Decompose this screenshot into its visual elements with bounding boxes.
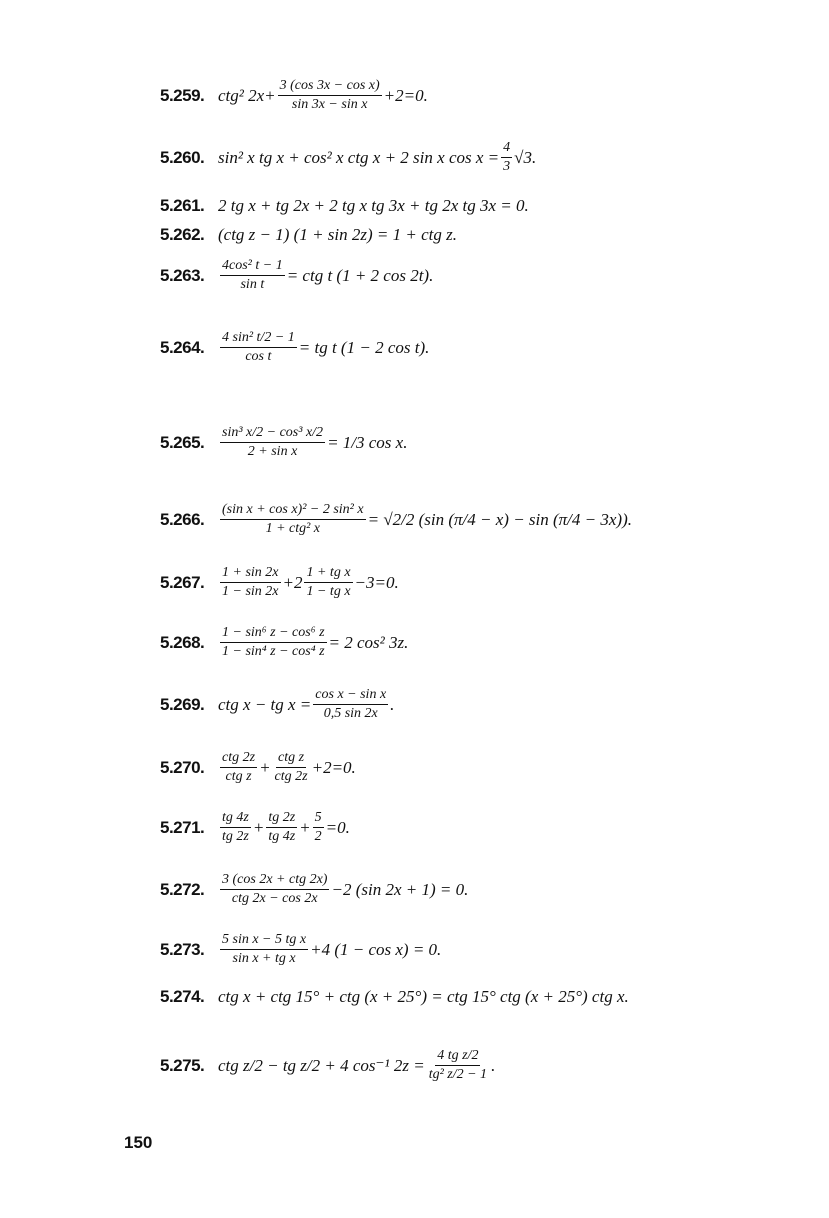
equation (218, 1048, 495, 1083)
operator: + (252, 817, 265, 837)
lhs: ctg x − tg x = (218, 694, 312, 714)
lhs: ctg² 2x+ (218, 85, 276, 105)
numerator: 1 − sin⁶ z − cos⁶ z (220, 625, 327, 643)
fraction (304, 565, 352, 600)
denominator: 1 − sin⁴ z − cos⁴ z (222, 644, 325, 660)
rhs: −3=0. (354, 572, 399, 592)
denominator: 1 + ctg² x (265, 521, 321, 537)
numerator: tg 2z (266, 810, 297, 828)
problem-5-270 (160, 750, 356, 785)
equation (218, 425, 407, 460)
page-number: 150 (124, 1133, 153, 1152)
problem-5-259 (160, 78, 428, 113)
numerator: 5 (313, 810, 324, 828)
numerator: tg 4z (220, 810, 251, 828)
fraction (220, 425, 325, 460)
numerator: sin³ x/2 − cos³ x/2 (220, 425, 325, 443)
equation (218, 502, 632, 537)
fraction (313, 687, 388, 722)
fraction (501, 140, 512, 175)
equation (218, 750, 356, 785)
fraction (220, 565, 281, 600)
numerator: 5 sin x − 5 tg x (220, 932, 308, 950)
problem-number: 5.268. (160, 632, 205, 652)
fraction (273, 750, 310, 785)
problem-number: 5.272. (160, 879, 205, 899)
rhs: +4 (1 − cos x) = 0. (310, 939, 442, 959)
numerator: cos x − sin x (313, 687, 388, 705)
fraction (427, 1048, 489, 1083)
equation (218, 932, 441, 967)
problem-number: 5.269. (160, 694, 205, 714)
numerator: 4 tg z/2 (435, 1048, 480, 1066)
equation (218, 258, 433, 293)
denominator: sin 3x − sin x (291, 97, 368, 113)
problem-number: 5.273. (160, 939, 205, 959)
problem-number: 5.271. (160, 817, 205, 837)
problem-5-275 (160, 1048, 495, 1083)
denominator: 2 + sin x (247, 444, 298, 460)
numerator: (sin x + cos x)² − 2 sin² x (220, 502, 366, 520)
problem-5-266 (160, 502, 632, 537)
problem-number: 5.264. (160, 337, 205, 357)
rhs: +2=0. (311, 757, 356, 777)
equation (218, 810, 350, 845)
problem-number: 5.263. (160, 265, 205, 285)
problem-5-265 (160, 425, 407, 460)
equation (218, 565, 399, 600)
numerator: ctg 2z (220, 750, 257, 768)
problem-number: 5.260. (160, 147, 205, 167)
problem-number: 5.259. (160, 85, 205, 105)
equation (218, 687, 394, 722)
problem-5-267 (160, 565, 399, 600)
rhs: = √2/2 (sin (π/4 − x) − sin (π/4 − 3x)). (367, 509, 632, 529)
numerator: ctg z (276, 750, 306, 768)
rhs: = tg t (1 − 2 cos t). (298, 337, 430, 357)
rhs: =0. (325, 817, 350, 837)
rhs: −2 (sin 2x + 1) = 0. (331, 879, 469, 899)
equation: (ctg z − 1) (1 + sin 2z) = 1 + ctg z. (218, 225, 458, 244)
numerator: 1 + sin 2x (220, 565, 281, 583)
equation: ctg x + ctg 15° + ctg (x + 25°) = ctg 15° ctg (x + 25°) ctg x. (218, 987, 629, 1006)
problem-number: 5.261. (160, 196, 205, 215)
fraction (220, 872, 329, 907)
numerator: 4 sin² t/2 − 1 (220, 330, 297, 348)
operator: + (299, 817, 311, 837)
fraction (266, 810, 297, 845)
equation (218, 625, 408, 660)
problem-number: 5.267. (160, 572, 205, 592)
numerator: 3 (cos 3x − cos x) (278, 78, 382, 96)
lhs: sin² x tg x + cos² x ctg x + 2 sin x cos x = (218, 147, 500, 167)
problem-5-261 (160, 196, 529, 216)
rhs: . (390, 694, 395, 714)
numerator: 4 (501, 140, 512, 158)
fraction (220, 330, 297, 365)
denominator: tg² z/2 − 1 (428, 1067, 488, 1083)
denominator: 3 (503, 159, 511, 175)
problem-5-268 (160, 625, 408, 660)
equation (218, 330, 429, 365)
fraction (220, 932, 308, 967)
denominator: 2 (314, 829, 322, 845)
problem-number: 5.262. (160, 225, 205, 244)
problem-number: 5.270. (160, 757, 205, 777)
rhs: = 2 cos² 3z. (328, 632, 409, 652)
rhs: √3. (514, 147, 537, 167)
denominator: ctg z (225, 769, 252, 785)
problem-5-263 (160, 258, 433, 293)
denominator: sin x + tg x (232, 951, 296, 967)
problem-5-262 (160, 225, 457, 245)
problem-5-272 (160, 872, 468, 907)
fraction (220, 810, 251, 845)
problem-5-264 (160, 330, 429, 365)
denominator: sin t (240, 277, 265, 293)
denominator: ctg 2x − cos 2x (231, 891, 318, 907)
fraction (220, 258, 285, 293)
denominator: ctg 2z (274, 769, 308, 785)
equation (218, 78, 428, 113)
fraction (220, 625, 327, 660)
denominator: tg 4z (268, 829, 296, 845)
problem-5-273 (160, 932, 441, 967)
rhs: = ctg t (1 + 2 cos 2t). (286, 265, 434, 285)
problem-number: 5.265. (160, 432, 205, 452)
equation (218, 872, 468, 907)
fraction (313, 810, 324, 845)
denominator: 1 − sin 2x (222, 584, 279, 600)
numerator: 1 + tg x (304, 565, 352, 583)
equation (218, 140, 536, 175)
problem-5-271 (160, 810, 350, 845)
equation: 2 tg x + tg 2x + 2 tg x tg 3x + tg 2x tg 3x = 0. (218, 196, 529, 215)
numerator: 3 (cos 2x + ctg 2x) (220, 872, 329, 890)
rhs: +2=0. (383, 85, 428, 105)
operator: +2 (282, 572, 303, 592)
fraction (278, 78, 382, 113)
fraction (220, 502, 366, 537)
problem-5-274 (160, 987, 629, 1007)
fraction (220, 750, 257, 785)
denominator: tg 2z (222, 829, 249, 845)
problem-5-269 (160, 687, 394, 722)
problem-number: 5.275. (160, 1055, 205, 1075)
rhs: = 1/3 cos x. (327, 432, 408, 452)
denominator: cos t (245, 349, 272, 365)
problem-number: 5.266. (160, 509, 205, 529)
numerator: 4cos² t − 1 (220, 258, 285, 276)
problem-5-260 (160, 140, 536, 175)
problem-number: 5.274. (160, 987, 205, 1006)
denominator: 1 − tg x (306, 584, 351, 600)
lhs: ctg z/2 − tg z/2 + 4 cos⁻¹ 2z = (218, 1055, 425, 1075)
denominator: 0,5 sin 2x (323, 706, 378, 722)
rhs: . (491, 1055, 496, 1075)
operator: + (259, 757, 271, 777)
